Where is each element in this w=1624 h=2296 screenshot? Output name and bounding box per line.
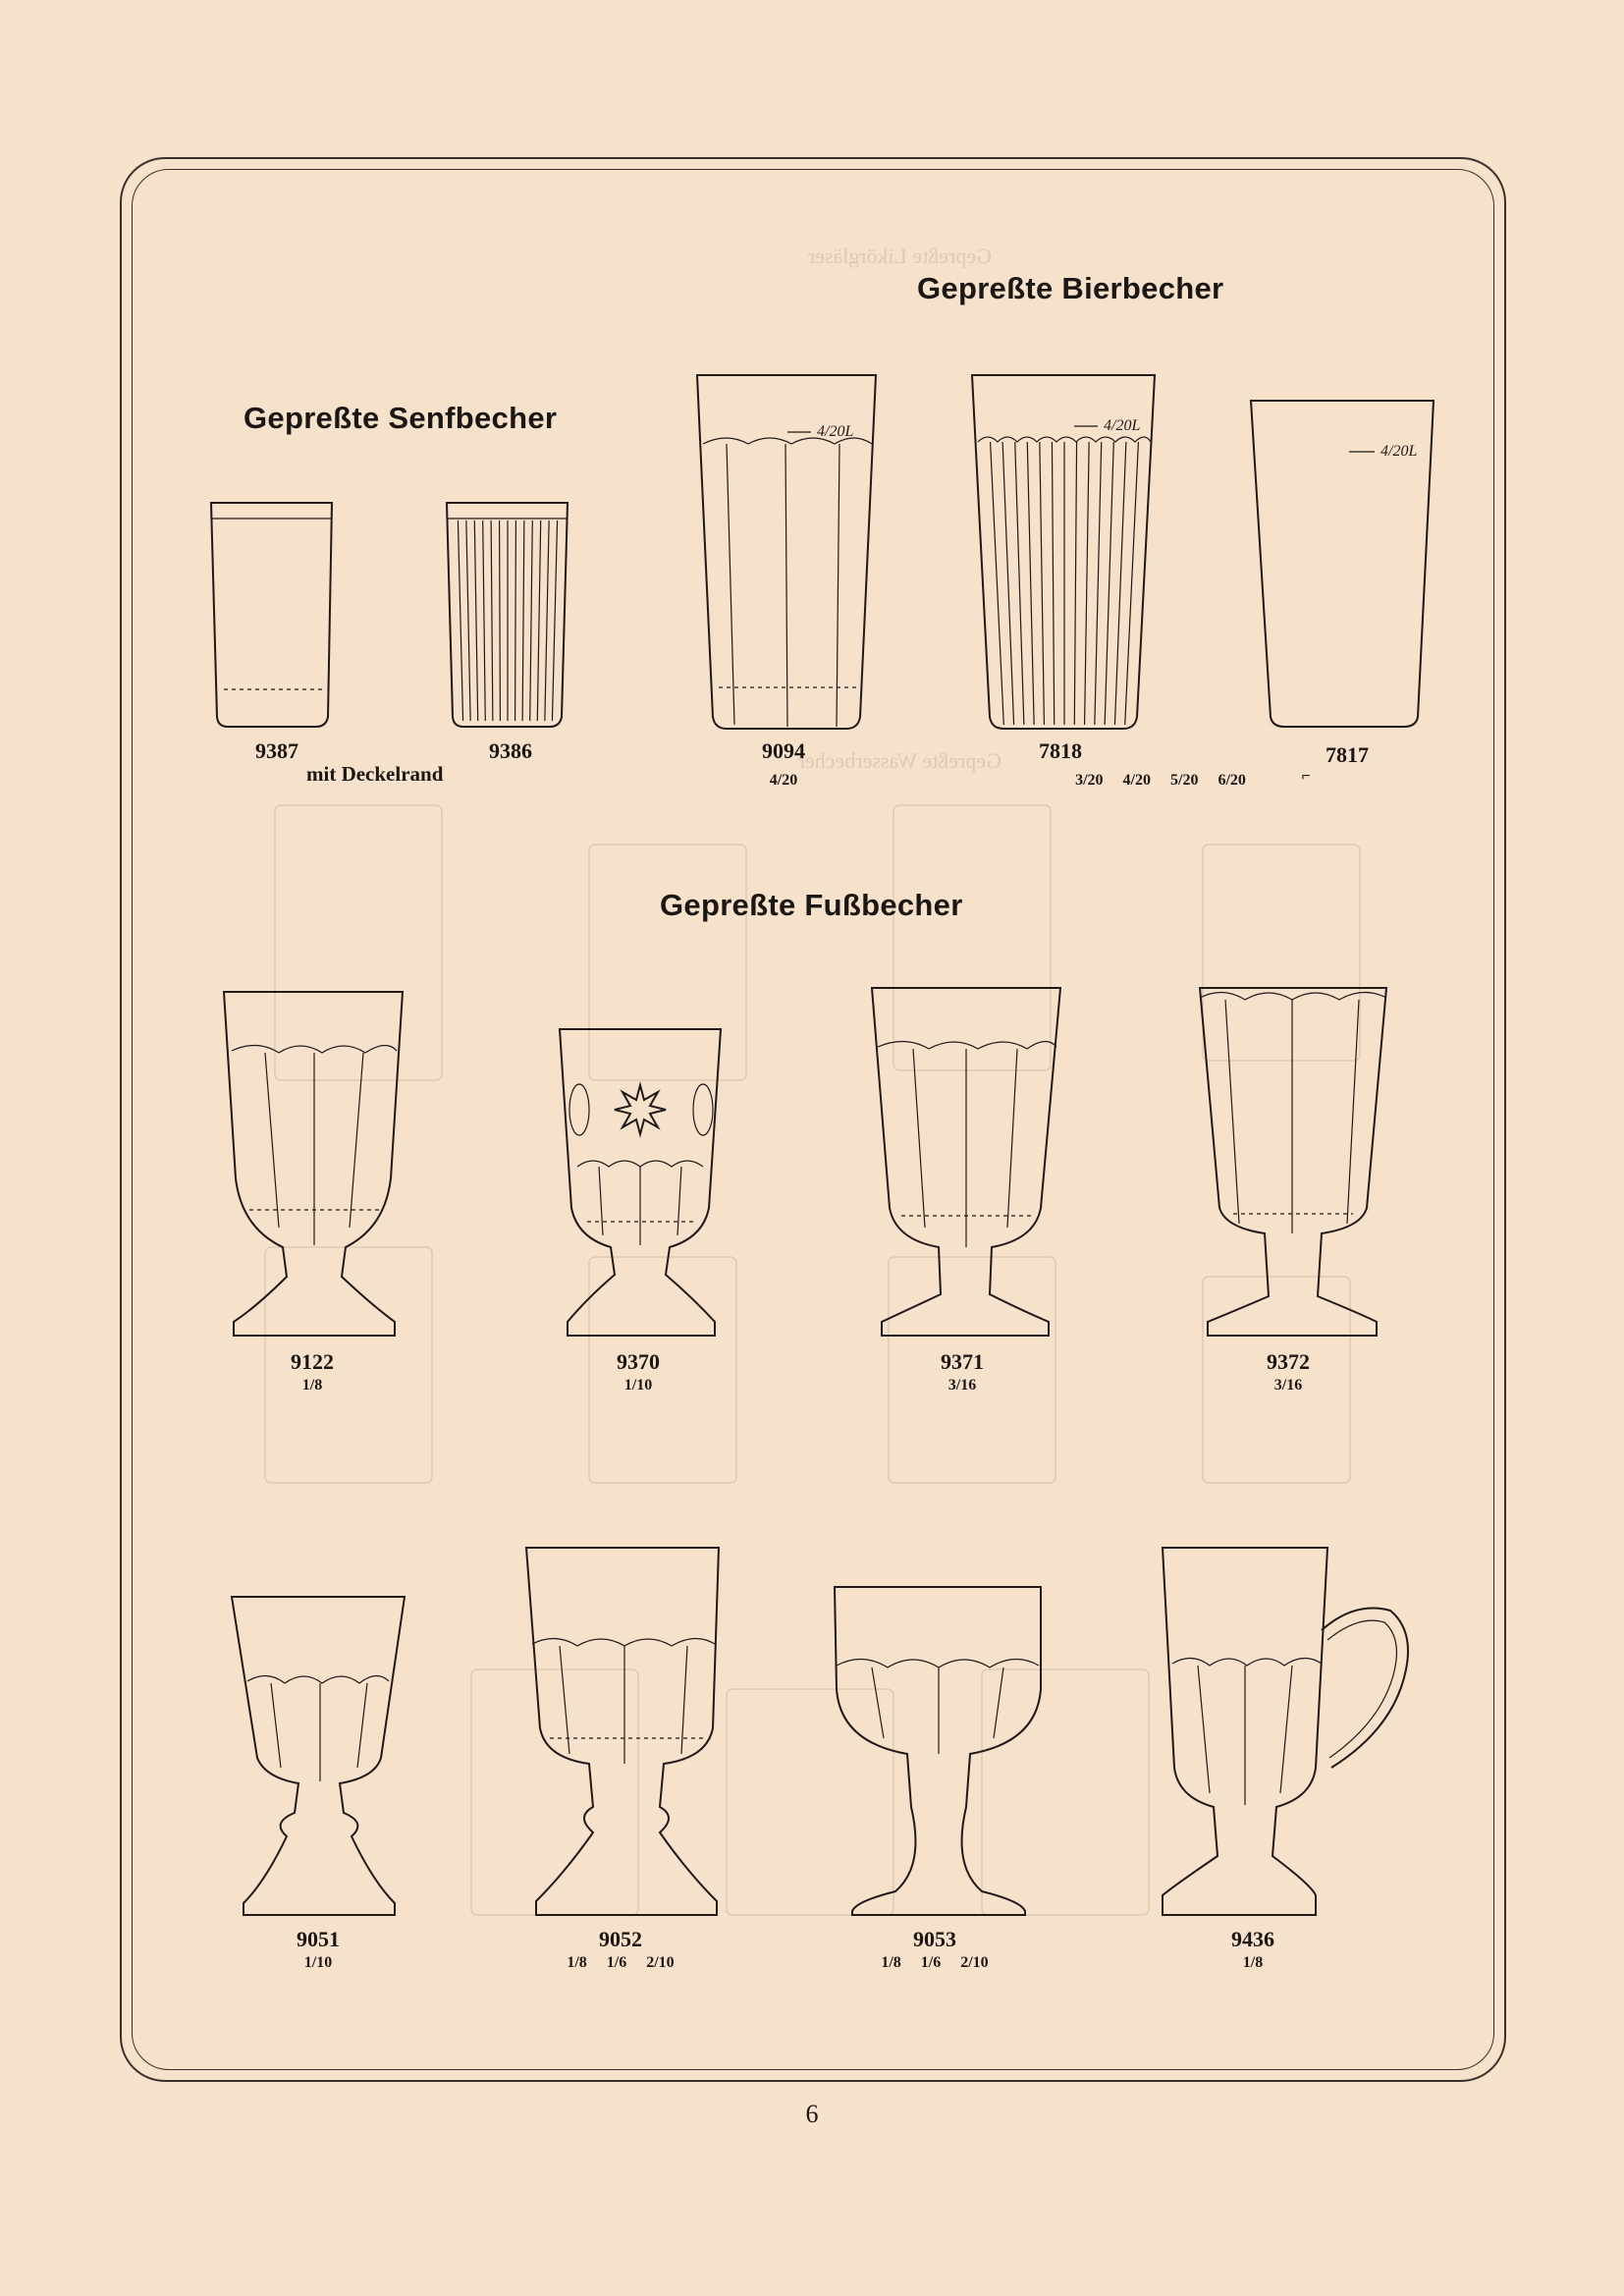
glass-9436	[1163, 1548, 1408, 1915]
flute-line	[458, 520, 462, 721]
sizes-9436	[1243, 1954, 1263, 1972]
glass-9051	[232, 1597, 405, 1915]
glass-9371	[872, 988, 1060, 1336]
flute-line	[1095, 442, 1102, 725]
glass-7817	[1251, 401, 1434, 727]
size-label: 1/6	[606, 1954, 627, 1971]
sizes-9051	[304, 1954, 332, 1972]
glass-9094	[697, 375, 876, 729]
flute-line	[1002, 442, 1013, 725]
sizes-7818	[1075, 772, 1246, 790]
glass-9052	[526, 1548, 719, 1915]
flute-line	[1085, 442, 1090, 725]
item-number-9094: 9094	[762, 738, 805, 763]
heading-bierbecher: Gepreßte Bierbecher	[917, 271, 1224, 305]
size-label: 1/8	[567, 1954, 587, 1971]
flute-line	[491, 520, 493, 721]
item-number-9387: 9387	[255, 738, 298, 763]
item-number-9436: 9436	[1231, 1927, 1274, 1951]
flute-line	[500, 520, 501, 721]
flute-line	[545, 520, 549, 721]
glass-7818	[972, 375, 1155, 729]
item-number-9053: 9053	[913, 1927, 956, 1951]
deckelrand-note: mit Deckelrand	[306, 762, 444, 786]
item-number-9370: 9370	[617, 1349, 660, 1374]
item-number-9051: 9051	[297, 1927, 340, 1951]
sizes-9370	[624, 1377, 652, 1394]
heading-fussbecher: Gepreßte Fußbecher	[660, 888, 963, 922]
glass-9370	[560, 1029, 721, 1336]
flute-line	[537, 520, 540, 721]
size-label: 2/10	[646, 1954, 675, 1971]
size-label: 1/10	[623, 1377, 653, 1394]
size-label: 4/20	[1122, 772, 1151, 789]
heading-senfbecher: Gepreßte Senfbecher	[244, 401, 558, 435]
sizes-9094	[770, 772, 797, 790]
glass-9053	[835, 1587, 1041, 1915]
flute-line	[530, 520, 533, 721]
item-number-9122: 9122	[291, 1349, 334, 1374]
flute-line	[1125, 442, 1139, 725]
item-number-9372: 9372	[1267, 1349, 1310, 1374]
ghost-heading-top: Gepreßte Likörgläser	[807, 244, 992, 268]
mark-7817	[1301, 768, 1310, 786]
sizes-9052	[567, 1954, 674, 1972]
glass-9386	[447, 503, 568, 727]
size-label: 4/20	[769, 772, 798, 789]
size-label: 1/8	[1242, 1954, 1264, 1971]
flute-line	[1114, 442, 1125, 725]
item-number-9371: 9371	[941, 1349, 984, 1374]
size-label: 1/8	[301, 1377, 323, 1394]
flute-line	[1015, 442, 1024, 725]
flute-line	[552, 520, 557, 721]
flute-line	[515, 520, 516, 721]
ghost-heading-middle: Gepreßte Wasserbecher	[797, 748, 1001, 773]
sizes-9372	[1274, 1377, 1302, 1394]
size-label: 1/6	[920, 1954, 942, 1971]
item-number-7817: 7817	[1326, 742, 1369, 767]
size-label: 3/16	[1273, 1377, 1303, 1394]
glass-9122	[224, 992, 403, 1336]
page-number: 6	[805, 2100, 819, 2128]
size-label: 5/20	[1170, 772, 1199, 789]
fill-mark-7818: 4/20L	[1104, 417, 1141, 434]
glass-9387	[211, 503, 332, 727]
size-label: 6/20	[1218, 772, 1246, 789]
flute-line	[1040, 442, 1045, 725]
sizes-9053	[881, 1954, 988, 1972]
size-label: 2/10	[960, 1954, 989, 1971]
flute-line	[991, 442, 1004, 725]
size-label: 1/10	[303, 1954, 333, 1971]
fill-mark-7817: 4/20L	[1380, 443, 1418, 460]
flute-line	[474, 520, 477, 721]
sizes-9371	[948, 1377, 976, 1394]
star-engraving-icon	[615, 1085, 666, 1134]
flute-line	[466, 520, 470, 721]
item-number-9052: 9052	[599, 1927, 642, 1951]
flute-line	[1074, 442, 1076, 725]
size-mark: ⌐	[1301, 768, 1311, 785]
size-label: 1/8	[881, 1954, 901, 1971]
flute-line	[483, 520, 486, 721]
glass-9372	[1200, 988, 1386, 1336]
size-label: 3/20	[1075, 772, 1104, 789]
bleed-through-ghost	[265, 244, 1360, 1915]
size-label: 3/16	[947, 1377, 977, 1394]
sizes-9122	[302, 1377, 322, 1394]
flute-line	[1052, 442, 1054, 725]
flute-line	[522, 520, 524, 721]
flute-line	[1027, 442, 1034, 725]
item-number-9386: 9386	[489, 738, 532, 763]
item-number-7818: 7818	[1039, 738, 1082, 763]
fill-mark-9094: 4/20L	[817, 423, 854, 440]
flute-line	[1105, 442, 1113, 725]
